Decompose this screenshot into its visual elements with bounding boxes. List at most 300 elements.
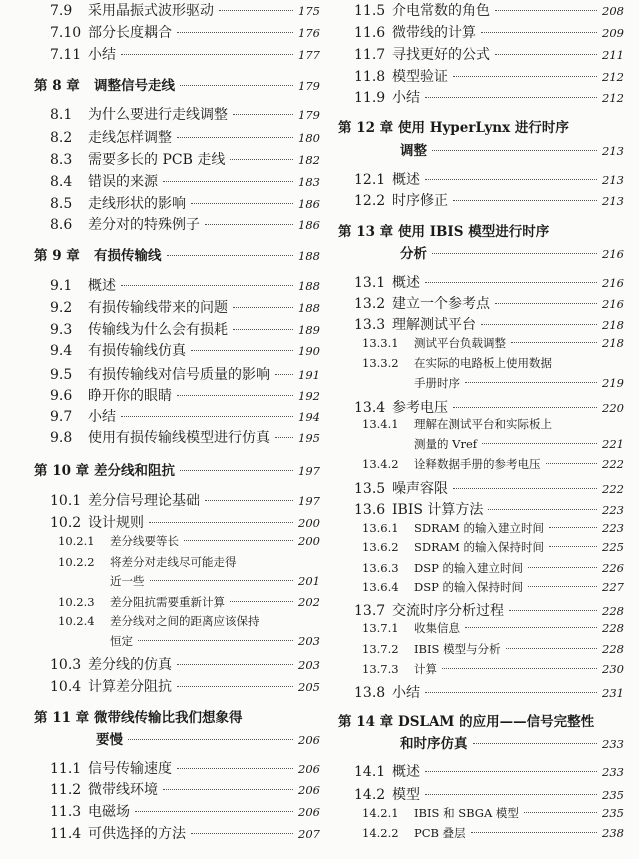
- toc-entry-number: 13.7.2: [362, 642, 399, 656]
- toc-entry-14-2-2[interactable]: [338, 825, 624, 845]
- toc-entry-page-number: 206: [298, 762, 320, 776]
- toc-entry-chapter-10[interactable]: [34, 459, 320, 479]
- toc-entry-title: DSP 的输入保持时间: [414, 580, 523, 594]
- dot-leader: [275, 437, 293, 438]
- toc-entry-8-6[interactable]: [34, 214, 320, 234]
- toc-entry-13-7-3[interactable]: [338, 661, 624, 681]
- dot-leader: [481, 32, 597, 33]
- toc-entry-10-2-4[interactable]: [34, 613, 320, 633]
- toc-entry-title: 手册时序: [414, 376, 460, 390]
- toc-entry-title: 差分线要等长: [110, 534, 179, 548]
- toc-entry-number: 第 8 章: [34, 78, 80, 94]
- dot-leader: [205, 224, 293, 225]
- toc-entry-number: 9.1: [50, 278, 73, 294]
- toc-entry-13-4-1[interactable]: [338, 416, 624, 436]
- toc-entry-page-number: 216: [602, 297, 624, 311]
- toc-entry-number: 13.4.2: [362, 457, 399, 471]
- dot-leader: [177, 137, 293, 138]
- toc-entry-title: 采用晶振式波形驱动: [88, 3, 214, 19]
- toc-entry-7-10[interactable]: [34, 22, 320, 42]
- toc-entry-page-number: 179: [298, 79, 320, 93]
- toc-entry-8-3[interactable]: [34, 149, 320, 169]
- toc-entry-title: DSP 的输入建立时间: [414, 561, 523, 575]
- toc-entry-page-number: 183: [298, 175, 320, 189]
- dot-leader: [482, 443, 597, 444]
- toc-entry-title: IBIS 模型与分析: [414, 642, 501, 656]
- toc-entry-number: 12.2: [354, 193, 386, 209]
- toc-entry-page-number: 205: [298, 680, 320, 694]
- toc-entry-page-number: 233: [602, 737, 624, 751]
- toc-entry-page-number: 209: [602, 26, 624, 40]
- toc-entry-page-number: 203: [298, 658, 320, 672]
- toc-entry-title: 在实际的电路板上使用数据: [414, 356, 552, 370]
- toc-entry-8-4[interactable]: [34, 171, 320, 191]
- toc-entry-number: 13.3.1: [362, 336, 399, 350]
- toc-entry-title: 小结: [392, 90, 420, 106]
- toc-entry-title: IBIS 计算方法: [392, 502, 484, 518]
- dot-leader: [425, 692, 597, 693]
- toc-entry-chapter-12[interactable]: [338, 116, 624, 136]
- toc-entry-number: 14.1: [354, 764, 386, 780]
- toc-entry-title: PCB 叠层: [414, 826, 466, 840]
- dot-leader: [150, 580, 294, 581]
- toc-entry-24-cont[interactable]: [34, 573, 320, 593]
- dot-leader: [233, 307, 293, 308]
- toc-entry-number: 13.6.4: [362, 580, 399, 594]
- toc-entry-title: 差分线的仿真: [88, 657, 172, 673]
- toc-entry-page-number: 186: [298, 197, 320, 211]
- toc-entry-number: 11.9: [354, 90, 386, 106]
- toc-entry-title: 走线形状的影响: [88, 196, 186, 212]
- toc-entry-11-3[interactable]: [34, 801, 320, 821]
- dot-leader: [425, 282, 597, 283]
- toc-entry-title: 差分阻抗需要重新计算: [110, 595, 225, 609]
- dot-leader: [177, 664, 293, 665]
- dot-leader: [546, 463, 598, 464]
- toc-entry-title: 诠释数据手册的参考电压: [414, 457, 541, 471]
- toc-entry-title: 可供选择的方法: [88, 826, 186, 842]
- toc-entry-page-number: 191: [298, 368, 320, 382]
- toc-entry-8-1[interactable]: [34, 104, 320, 124]
- toc-entry-number: 14.2.2: [362, 826, 399, 840]
- toc-entry-title: 噪声容限: [392, 481, 448, 497]
- toc-entry-number: 13.1: [354, 275, 386, 291]
- toc-entry-13-6-2[interactable]: [338, 539, 624, 559]
- toc-entry-number: 7.9: [50, 3, 73, 19]
- dot-leader: [121, 54, 293, 55]
- dot-leader: [191, 833, 293, 834]
- toc-entry-page-number: 182: [298, 153, 320, 167]
- dot-leader: [432, 253, 597, 254]
- toc-entry-13-8[interactable]: [338, 682, 624, 702]
- toc-entry-title: 建立一个参考点: [392, 296, 490, 312]
- toc-entry-page-number: 200: [298, 534, 320, 548]
- dot-leader: [233, 329, 293, 330]
- toc-entry-chapter-11[interactable]: [34, 706, 320, 726]
- toc-entry-page-number: 188: [298, 249, 320, 263]
- toc-entry-9-3[interactable]: [34, 319, 320, 339]
- toc-entry-title: 恒定: [110, 634, 133, 648]
- toc-entry-13-6[interactable]: [338, 499, 624, 519]
- toc-entry-number: 10.3: [50, 657, 82, 673]
- dot-leader: [488, 509, 597, 510]
- toc-entry-title: 调整信号走线: [94, 78, 175, 94]
- toc-entry-page-number: 233: [602, 765, 624, 779]
- toc-entry-13-7[interactable]: [338, 600, 624, 620]
- toc-entry-title: 使用有损传输线模型进行仿真: [88, 430, 270, 446]
- toc-entry-page-number: 179: [298, 108, 320, 122]
- toc-entry-title: DSLAM 的应用——信号完整性: [398, 714, 595, 730]
- toc-entry-11-4[interactable]: [34, 823, 320, 843]
- toc-entry-11-8[interactable]: [338, 66, 624, 86]
- toc-entry-11-7[interactable]: [338, 44, 624, 64]
- toc-entry-page-number: 218: [602, 318, 624, 332]
- toc-entry-number: 10.2.1: [58, 534, 95, 548]
- dot-leader: [465, 627, 597, 628]
- toc-entry-title: 将差分对走线尽可能走得: [110, 555, 237, 569]
- toc-entry-10-4[interactable]: [34, 676, 320, 696]
- toc-entry-title: 介电常数的角色: [392, 3, 490, 19]
- toc-entry-chapter-10-cont[interactable]: [338, 242, 624, 262]
- toc-entry-title: 概述: [392, 172, 420, 188]
- toc-entry-number: 11.5: [354, 3, 386, 19]
- toc-entry-number: 13.2: [354, 296, 386, 312]
- toc-entry-13-6-4[interactable]: [338, 579, 624, 599]
- toc-entry-chapter-33-cont[interactable]: [338, 732, 624, 752]
- toc-entry-title: 设计规则: [88, 515, 144, 531]
- toc-entry-number: 14.2.1: [362, 806, 399, 820]
- toc-entry-number: 8.1: [50, 107, 73, 123]
- toc-entry-title: 理解测试平台: [392, 317, 476, 333]
- toc-entry-number: 13.6.3: [362, 561, 399, 575]
- toc-entry-12-2[interactable]: [338, 190, 624, 210]
- dot-leader: [528, 586, 597, 587]
- toc-entry-13-7-1[interactable]: [338, 620, 624, 640]
- toc-entry-13-7-2[interactable]: [338, 641, 624, 661]
- toc-entry-page-number: 228: [602, 621, 624, 635]
- toc-entry-13-3[interactable]: [338, 314, 624, 334]
- toc-entry-title: 小结: [392, 685, 420, 701]
- toc-entry-14-2-1[interactable]: [338, 805, 624, 825]
- dot-leader: [135, 811, 293, 812]
- toc-entry-page-number: 226: [602, 561, 624, 575]
- toc-entry-19-cont[interactable]: [338, 436, 624, 456]
- toc-entry-title: 小结: [88, 47, 116, 63]
- toc-entry-page-number: 231: [602, 686, 624, 700]
- dot-leader: [549, 546, 597, 547]
- toc-entry-page-number: 206: [298, 805, 320, 819]
- toc-entry-page-number: 213: [602, 173, 624, 187]
- toc-entry-title: 睁开你的眼睛: [88, 388, 172, 404]
- toc-entry-title: 为什么要进行走线调整: [88, 107, 228, 123]
- toc-entry-9-1[interactable]: [34, 275, 320, 295]
- toc-entry-number: 12.1: [354, 172, 386, 188]
- toc-entry-number: 13.4: [354, 400, 386, 416]
- toc-entry-title: 概述: [392, 764, 420, 780]
- toc-entry-9-6[interactable]: [34, 385, 320, 405]
- toc-entry-title: 差分信号理论基础: [88, 493, 200, 509]
- toc-entry-page-number: 175: [298, 4, 320, 18]
- toc-entry-number: 14.2: [354, 787, 386, 803]
- toc-entry-page-number: 190: [298, 344, 320, 358]
- toc-entry-page-number: 221: [602, 437, 624, 451]
- toc-entry-title: 和时序仿真: [400, 736, 468, 752]
- toc-entry-title: 分析: [400, 246, 427, 262]
- toc-entry-number: 13.3: [354, 317, 386, 333]
- dot-leader: [453, 407, 597, 408]
- dot-leader: [191, 350, 293, 351]
- toc-entry-number: 13.5: [354, 481, 386, 497]
- dot-leader: [524, 812, 597, 813]
- toc-entry-8-2[interactable]: [34, 127, 320, 147]
- toc-entry-chapter-9[interactable]: [34, 244, 320, 264]
- toc-entry-14-1[interactable]: [338, 761, 624, 781]
- toc-entry-number: 11.8: [354, 69, 386, 85]
- toc-entry-11-6[interactable]: [338, 22, 624, 42]
- dot-leader: [465, 382, 597, 383]
- toc-entry-number: 9.8: [50, 430, 73, 446]
- toc-entry-page-number: 223: [602, 521, 624, 535]
- toc-entry-number: 第 13 章: [338, 224, 394, 240]
- toc-entry-number: 11.1: [50, 761, 82, 777]
- toc-entry-11-9[interactable]: [338, 87, 624, 107]
- toc-entry-page-number: 177: [298, 48, 320, 62]
- toc-entry-number: 13.7.1: [362, 621, 399, 635]
- toc-entry-number: 10.2: [50, 515, 82, 531]
- dot-leader: [177, 768, 293, 769]
- toc-entry-10-1[interactable]: [34, 490, 320, 510]
- dot-leader: [275, 374, 293, 375]
- dot-leader: [138, 640, 293, 641]
- toc-entry-11-5[interactable]: [338, 0, 624, 20]
- toc-entry-title: 近一些: [110, 574, 145, 588]
- toc-entry-8-5[interactable]: [34, 193, 320, 213]
- toc-entry-title: 有损传输线对信号质量的影响: [88, 367, 270, 383]
- toc-entry-page-number: 176: [298, 26, 320, 40]
- toc-entry-title: 传输线为什么会有损耗: [88, 322, 228, 338]
- toc-entry-title: 有损传输线带来的问题: [88, 300, 228, 316]
- toc-entry-page-number: 213: [602, 144, 624, 158]
- toc-entry-11-1[interactable]: [34, 758, 320, 778]
- toc-entry-chapter-8[interactable]: [34, 74, 320, 94]
- toc-entry-13-3-1[interactable]: [338, 335, 624, 355]
- dot-leader: [121, 416, 293, 417]
- toc-entry-13-6-1[interactable]: [338, 520, 624, 540]
- toc-entry-number: 13.6: [354, 502, 386, 518]
- toc-entry-10-2[interactable]: [34, 512, 320, 532]
- toc-entry-page-number: 186: [298, 218, 320, 232]
- toc-entry-page-number: 194: [298, 410, 320, 424]
- toc-entry-title: 交流时序分析过程: [392, 603, 504, 619]
- toc-entry-number: 7.10: [50, 25, 82, 41]
- dot-leader: [495, 10, 597, 11]
- toc-entry-13-4[interactable]: [338, 397, 624, 417]
- toc-entry-page-number: 212: [602, 70, 624, 84]
- toc-entry-number: 10.2.3: [58, 595, 95, 609]
- toc-entry-chapter-14[interactable]: [338, 710, 624, 730]
- dot-leader: [149, 522, 293, 523]
- toc-entry-13-5[interactable]: [338, 478, 624, 498]
- toc-entry-9-8[interactable]: [34, 427, 320, 447]
- toc-entry-title: 有损传输线仿真: [88, 343, 186, 359]
- toc-entry-page-number: 230: [602, 662, 624, 676]
- toc-entry-number: 8.4: [50, 174, 73, 190]
- dot-leader: [177, 395, 293, 396]
- toc-entry-page-number: 200: [298, 516, 320, 530]
- toc-entry-number: 9.2: [50, 300, 73, 316]
- toc-entry-10-2-3[interactable]: [34, 594, 320, 614]
- toc-entry-number: 13.7.3: [362, 662, 399, 676]
- toc-entry-title: 理解在测试平台和实际板上: [414, 417, 552, 431]
- toc-entry-page-number: 222: [602, 482, 624, 496]
- toc-entry-title: 小结: [88, 409, 116, 425]
- toc-entry-number: 9.7: [50, 409, 73, 425]
- toc-entry-number: 13.4.1: [362, 417, 399, 431]
- toc-entry-11-2[interactable]: [34, 779, 320, 799]
- dot-leader: [177, 32, 293, 33]
- toc-entry-number: 第 14 章: [338, 714, 394, 730]
- toc-entry-title: 部分长度耦合: [88, 25, 172, 41]
- toc-entry-14-2[interactable]: [338, 784, 624, 804]
- toc-entry-number: 13.6.1: [362, 521, 399, 535]
- toc-entry-title: 计算: [414, 662, 437, 676]
- toc-entry-title: 差分线和阻抗: [94, 463, 175, 479]
- toc-entry-number: 9.4: [50, 343, 73, 359]
- toc-entry-page-number: 206: [298, 733, 320, 747]
- dot-leader: [511, 342, 597, 343]
- toc-entry-9-7[interactable]: [34, 406, 320, 426]
- toc-entry-number: 11.3: [50, 804, 82, 820]
- dot-leader: [471, 832, 597, 833]
- toc-entry-10-3[interactable]: [34, 654, 320, 674]
- dot-leader: [432, 150, 597, 151]
- toc-entry-number: 第 11 章: [34, 710, 90, 726]
- toc-entry-number: 10.2.4: [58, 614, 95, 628]
- dot-leader: [425, 179, 597, 180]
- toc-entry-page-number: 207: [298, 827, 320, 841]
- toc-entry-page-number: 180: [298, 131, 320, 145]
- toc-entry-page-number: 188: [298, 301, 320, 315]
- dot-leader: [205, 500, 293, 501]
- toc-entry-number: 7.11: [50, 47, 82, 63]
- toc-entry-title: 模型: [392, 787, 420, 803]
- toc-entry-title: 测试平台负载调整: [414, 336, 506, 350]
- toc-entry-13-2[interactable]: [338, 293, 624, 313]
- dot-leader: [233, 114, 293, 115]
- toc-entry-title: 收集信息: [414, 621, 460, 635]
- toc-entry-title: 差分线对之间的距离应该保持: [110, 614, 260, 628]
- toc-entry-number: 10.1: [50, 493, 82, 509]
- dot-leader: [506, 648, 597, 649]
- toc-entry-page-number: 208: [602, 4, 624, 18]
- toc-entry-title: 使用 HyperLynx 进行时序: [398, 120, 569, 136]
- toc-entry-page-number: 228: [602, 642, 624, 656]
- toc-entry-page-number: 195: [298, 431, 320, 445]
- toc-entry-10-2-2[interactable]: [34, 554, 320, 574]
- toc-entry-number: 9.3: [50, 322, 73, 338]
- toc-entry-title: 使用 IBIS 模型进行时序: [398, 224, 550, 240]
- toc-entry-number: 11.4: [50, 826, 82, 842]
- toc-entry-title: 计算差分阻抗: [88, 679, 172, 695]
- toc-entry-chapter-13[interactable]: [338, 220, 624, 240]
- toc-entry-page-number: 202: [298, 595, 320, 609]
- toc-entry-13-3-2[interactable]: [338, 355, 624, 375]
- toc-entry-title: 微带线环境: [88, 782, 158, 798]
- toc-entry-title: SDRAM 的输入建立时间: [414, 521, 544, 535]
- toc-entry-page-number: 235: [602, 806, 624, 820]
- toc-entry-chapter-31-cont[interactable]: [34, 728, 320, 748]
- toc-entry-10-2-1[interactable]: [34, 533, 320, 553]
- toc-entry-page-number: 206: [298, 783, 320, 797]
- toc-entry-title: 调整: [400, 143, 427, 159]
- dot-leader: [191, 203, 293, 204]
- toc-entry-title: 要慢: [96, 732, 123, 748]
- dot-leader: [509, 610, 597, 611]
- toc-entry-chapter-6-cont[interactable]: [338, 139, 624, 159]
- toc-entry-page-number: 189: [298, 323, 320, 337]
- dot-leader: [453, 200, 597, 201]
- toc-entry-number: 8.5: [50, 196, 73, 212]
- dot-leader: [121, 285, 293, 286]
- dot-leader: [453, 76, 597, 77]
- toc-entry-number: 13.8: [354, 685, 386, 701]
- toc-entry-number: 13.3.2: [362, 356, 399, 370]
- toc-entry-page-number: 235: [602, 788, 624, 802]
- toc-entry-page-number: 219: [602, 376, 624, 390]
- toc-entry-9-5[interactable]: [34, 364, 320, 384]
- dot-leader: [163, 181, 293, 182]
- toc-entry-title: 电磁场: [88, 804, 130, 820]
- toc-entry-9-2[interactable]: [34, 297, 320, 317]
- toc-entry-13-6-3[interactable]: [338, 560, 624, 580]
- toc-entry-number: 第 10 章: [34, 463, 90, 479]
- toc-entry-7-11[interactable]: [34, 44, 320, 64]
- toc-entry-16-cont[interactable]: [338, 375, 624, 395]
- toc-entry-27-cont[interactable]: [34, 633, 320, 653]
- toc-entry-title: 寻找更好的公式: [392, 47, 490, 63]
- toc-entry-number: 11.6: [354, 25, 386, 41]
- toc-entry-title: 微带线的计算: [392, 25, 476, 41]
- toc-entry-9-4[interactable]: [34, 340, 320, 360]
- toc-entry-12-1[interactable]: [338, 169, 624, 189]
- dot-leader: [167, 255, 294, 256]
- toc-entry-title: 信号传输速度: [88, 761, 172, 777]
- toc-entry-13-4-2[interactable]: [338, 456, 624, 476]
- dot-leader: [184, 540, 293, 541]
- toc-entry-number: 10.4: [50, 679, 82, 695]
- toc-entry-number: 8.3: [50, 152, 73, 168]
- dot-leader: [425, 97, 597, 98]
- toc-entry-number: 10.2.2: [58, 555, 95, 569]
- toc-entry-title: 时序修正: [392, 193, 448, 209]
- toc-entry-title: 走线怎样调整: [88, 130, 172, 146]
- toc-entry-13-1[interactable]: [338, 272, 624, 292]
- toc-entry-page-number: 211: [602, 48, 624, 62]
- dot-leader: [180, 85, 293, 86]
- toc-entry-7-9[interactable]: [34, 0, 320, 20]
- toc-entry-title: 模型验证: [392, 69, 448, 85]
- toc-entry-page-number: 213: [602, 194, 624, 208]
- toc-entry-page-number: 223: [602, 503, 624, 517]
- toc-entry-page-number: 192: [298, 389, 320, 403]
- dot-leader: [230, 159, 293, 160]
- dot-leader: [128, 739, 293, 740]
- toc-entry-title: SDRAM 的输入保持时间: [414, 540, 544, 554]
- toc-entry-page-number: 216: [602, 276, 624, 290]
- dot-leader: [442, 668, 597, 669]
- dot-leader: [177, 686, 293, 687]
- dot-leader: [453, 488, 597, 489]
